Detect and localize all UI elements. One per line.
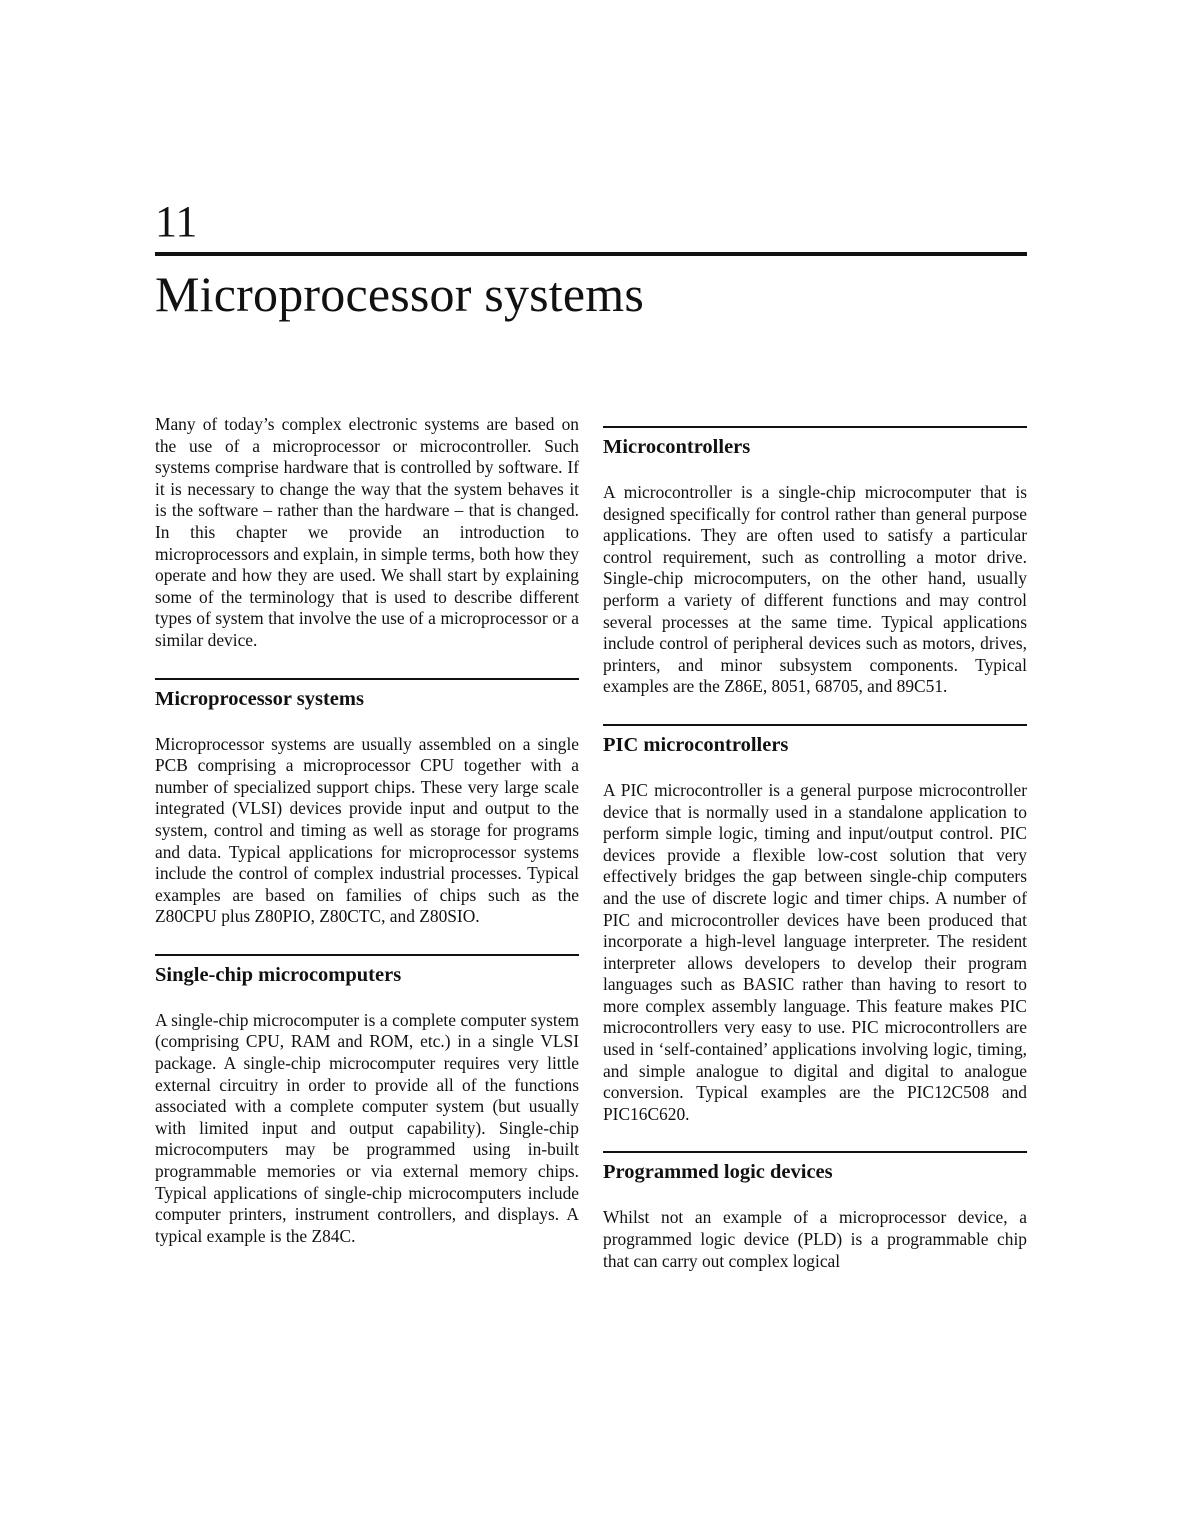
section-single-chip-microcomputers — [155, 954, 579, 1248]
section-rule — [603, 426, 1027, 428]
chapter-title: Microprocessor systems — [155, 266, 645, 322]
left-column — [155, 414, 579, 1247]
section-heading: Single-chip microcomputers — [155, 963, 402, 986]
section-rule — [155, 678, 579, 680]
section-body: A PIC microcontroller is a general purpose microcontroller device that is normally used in a standalone application to perform simple logic, timing and input/output control. PIC devices provide a flexible low-cost solution that very effectively bridges the gap between single-chip computers and the use of discrete logic and timer chips. A number of PIC and microcontroller devices have been produced that incorporate a high-level language interpreter. The resident interpreter allows developers to develop their program languages such as BASIC rather than having to resort to more complex assembly language. This feature makes PIC microcontrollers very easy to use. PIC microcontrollers are used in ‘self-contained’ applications involving logic, timing, and simple analogue to digital and digital to analogue conversion. Typical examples are the PIC12C508 and PIC16C620. — [603, 779, 1027, 1124]
section-heading: Microcontrollers — [603, 436, 751, 458]
section-pic-microcontrollers — [603, 724, 1027, 1126]
chapter-rule — [155, 252, 1027, 256]
section-body: A single-chip microcomputer is a complete computer system (comprising CPU, RAM and ROM, etc.) in a single VLSI package. A single-chip microcomputer requires very little external circuitry in order to provide all of the functions associated with a complete computer system (but usually with limited input and output capability). Single-chip microcomputers may be programmed using in-built programmable memories or via external memory chips. Typical applications of single-chip microcomputers include computer printers, instrument controllers, and displays. A typical example is the Z84C. — [155, 1009, 579, 1246]
section-microcontrollers — [603, 426, 1027, 698]
section-heading: PIC microcontrollers — [603, 733, 789, 756]
section-heading: Programmed logic devices — [603, 1161, 833, 1184]
section-rule — [603, 724, 1027, 726]
section-body: Microprocessor systems are usually assembled on a single PCB comprising a microprocessor CPU together with a number of specialized support chips. These very large scale integrated (VLSI) devices provide input and output to the system, control and timing as well as storage for programs and data. Typical applications for microprocessor systems include the control of complex industrial processes. Typical examples are based on families of chips such as the Z80CPU plus Z80PIO, Z80CTC, and Z80SIO. — [155, 733, 579, 927]
section-programmed-logic-devices — [603, 1151, 1027, 1272]
section-body: A microcontroller is a single-chip microcomputer that is designed specifically for control rather than general purpose applications. They are often used to satisfy a particular control requirement, such as controlling a motor drive. Single-chip microcomputers, on the other hand, usually perform a variety of different functions and may control several processes at the same time. Typical applications include control of peripheral devices such as motors, drives, printers, and minor subsystem components. Typical examples are the Z86E, 8051, 68705, and 89C51. — [603, 482, 1027, 697]
chapter-number: 11 — [155, 197, 198, 246]
section-rule — [603, 1151, 1027, 1153]
intro-paragraph: Many of today’s complex electronic systems are based on the use of a microprocessor or microcontroller. Such systems comprise hardware that is controlled by software. If it is necessary to change the way that the system behaves it is the software – rather than the hardware – that is changed. In this chapter we provide an introduction to microprocessors and explain, in simple terms, both how they operate and how they are used. We shall start by explaining some of the terminology that is used to describe different types of system that involve the use of a microprocessor or a similar device. — [155, 414, 579, 650]
section-heading: Microprocessor systems — [155, 687, 364, 710]
section-body: Whilst not an example of a microprocessor device, a programmed logic device (PLD) is a programmable chip that can carry out complex logical — [603, 1207, 1027, 1271]
section-microprocessor-systems — [155, 678, 579, 928]
right-column — [603, 414, 1027, 1272]
section-rule — [155, 954, 579, 956]
